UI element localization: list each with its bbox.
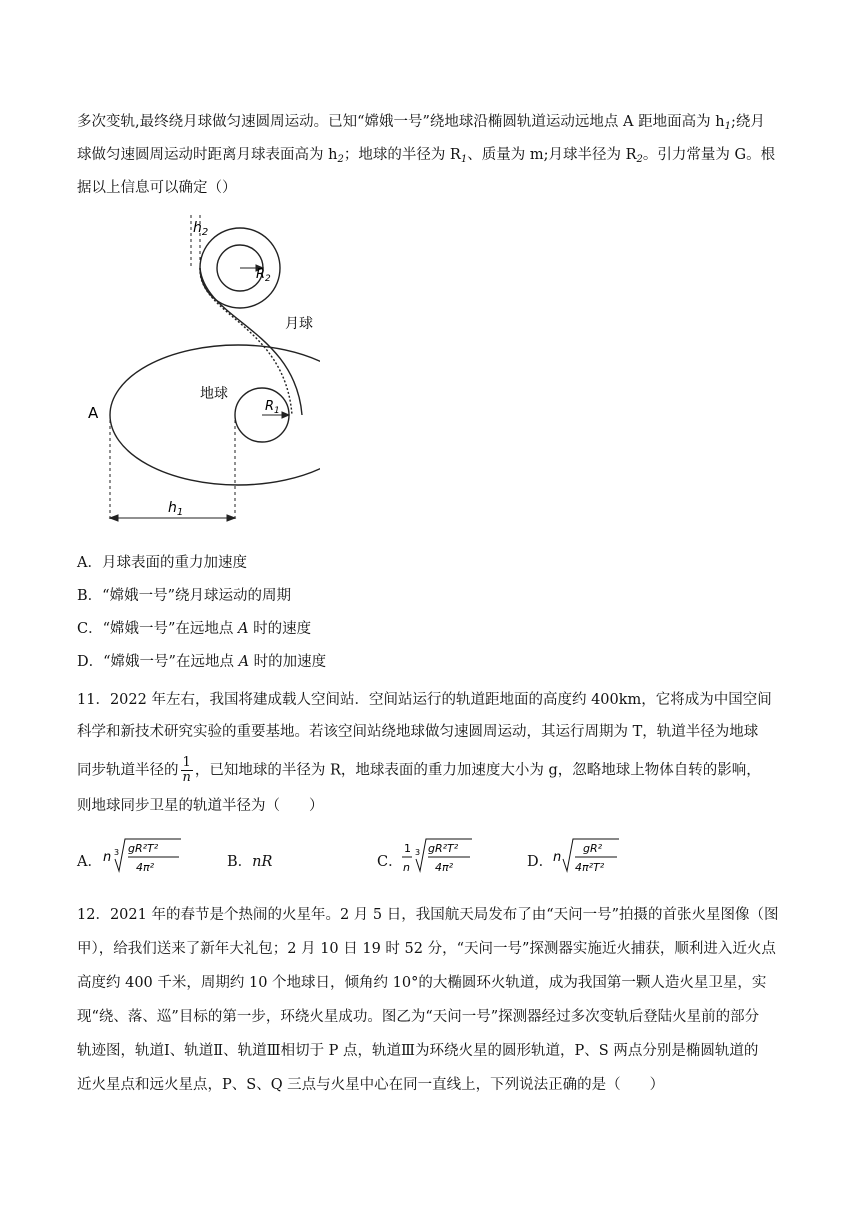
q12-line4: 现“绕、落、巡”目标的第一步，环绕火星成功。图乙为“天问一号”探测器经过多次变轨后登陆火星前的部分 [77,1009,760,1025]
svg-text:n: n [553,850,562,865]
orbit-figure [80,210,320,530]
q11-option-a-formula [103,835,183,879]
svg-text:n: n [403,861,410,874]
q10-option-c: C．“嫦娥一号”在远地点 A 时的速度 [77,621,312,637]
svg-text:1: 1 [404,842,411,855]
q12-line2: 甲），给我们送来了新年大礼包；2 月 10 日 19 时 52 分，“天问一号”探测器实施近火捕获，顺利进入近火点 [77,941,776,957]
moon-label: 月球 [285,316,313,332]
q11-option-c-label: C． [377,854,403,870]
q12-line1: 12．2021 年的春节是个热闹的火星年。2 月 5 日，我国航天局发布了由“天问一号”拍摄的首张火星图像（图 [77,907,779,923]
h2-label: $h_2$ [193,220,209,238]
q10-stem-line3: 据以上信息可以确定（） [77,180,237,196]
svg-text:4π²: 4π² [136,861,155,874]
q10-option-d: D．“嫦娥一号”在远地点 A 时的加速度 [77,654,327,670]
q11-option-a-label: A． [77,854,102,870]
q11-option-b: B．nR [227,854,273,870]
q12-line3: 高度约 400 千米，周期约 10 个地球日，倾角约 10°的大椭圆环火轨道，成为我国第一颗人造火星卫星，实 [77,975,767,991]
q11-line3: 同步轨道半径的 $\frac{1}{n}$ ，已知地球的半径为 R，地球表面的重力加速度大小为 g，忽略地球上物体自转的影响， [77,755,761,785]
svg-text:4π²: 4π² [435,861,454,874]
r2-label: $R_2$ [256,267,271,284]
q11-line4: 则地球同步卫星的轨道半径为（ ） [77,798,324,814]
q11-option-c-formula [402,835,482,879]
q11-option-d-formula [553,835,628,879]
q10-stem-line2: 球做匀速圆周运动时距离月球表面高为 $h_2$；地球的半径为 $R_1$、质量为 m;月球半径为 $R_2$。引力常量为 G。根 [77,147,776,165]
q10-stem-line1: 多次变轨,最终绕月球做匀速圆周运动。已知“嫦娥一号”绕地球沿椭圆轨道运动远地点 A 距地面高为 $h_1$;绕月 [77,114,765,132]
svg-text:3: 3 [114,848,120,857]
svg-text:gR²T²: gR²T² [128,842,159,855]
point-a-label: A [88,404,99,422]
svg-text:gR²: gR² [583,842,603,855]
q12-line5: 轨迹图，轨道Ⅰ、轨道Ⅱ、轨道Ⅲ相切于 P 点，轨道Ⅲ为环绕火星的圆形轨道，P、S 两点分别是椭圆轨道的 [77,1043,759,1059]
q11-option-d-label: D． [527,854,554,870]
svg-text:4π²T²: 4π²T² [575,861,605,874]
svg-text:gR²T²: gR²T² [428,842,459,855]
h1-label: $h_1$ [168,500,184,518]
r1-label: $R_1$ [265,399,280,416]
q10-option-b: B．“嫦娥一号”绕月球运动的周期 [77,588,291,604]
q10-option-a: A．月球表面的重力加速度 [77,555,247,571]
q11-line1: 11．2022 年左右，我国将建成载人空间站．空间站运行的轨道距地面的高度约 400km，它将成为中国空间 [77,692,772,708]
svg-text:n: n [103,850,112,865]
one-over-n-fraction: $\frac{1}{n}$ [182,755,191,785]
q11-line2: 科学和新技术研究实验的重要基地。若该空间站绕地球做匀速圆周运动，其运行周期为 T，轨道半径为地球 [77,724,759,740]
earth-label: 地球 [200,386,228,402]
q12-line6: 近火星点和远火星点，P、S、Q 三点与火星中心在同一直线上，下列说法正确的是（ ） [77,1077,665,1093]
svg-text:3: 3 [415,848,421,857]
